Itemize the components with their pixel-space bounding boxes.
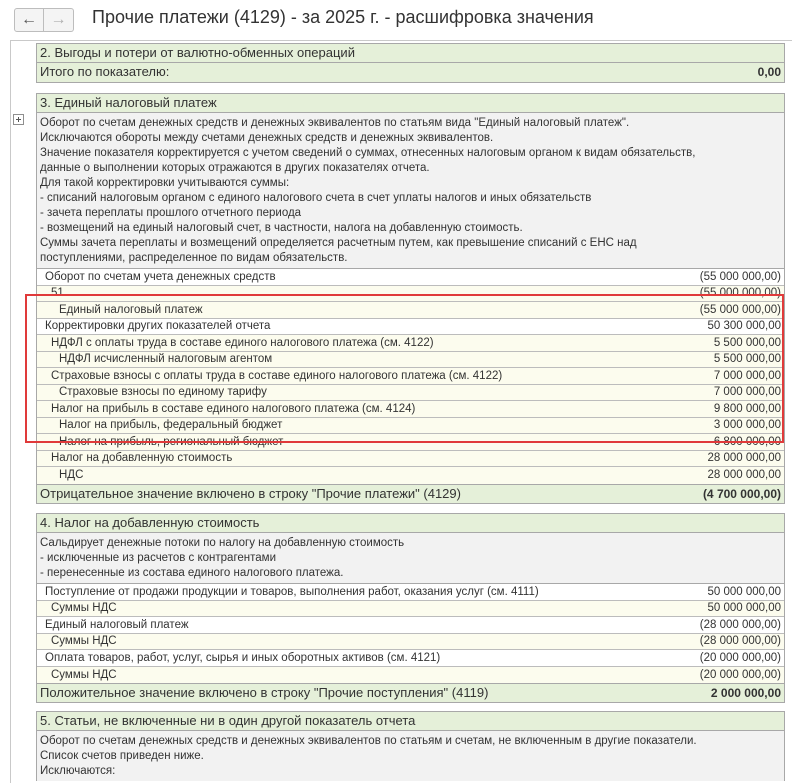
row-label: Оплата товаров, работ, услуг, сырья и иных оборотных активов (см. 4121) (45, 651, 441, 664)
row-value: 50 300 000,00 (707, 320, 781, 333)
description-line: Для такой корректировки учитываются суммы: (40, 177, 290, 189)
total-value: 2 000 000,00 (710, 686, 781, 700)
row-value: (55 000 000,00) (699, 270, 781, 283)
table-row[interactable] (37, 617, 784, 634)
detail-rows (37, 269, 784, 484)
table-row[interactable] (37, 601, 784, 618)
total-label: Отрицательное значение включено в строку "Прочие платежи" (4129) (40, 485, 461, 501)
description-line: - перенесенные из состава единого налогового платежа. (40, 567, 344, 579)
row-value: (55 000 000,00) (699, 287, 781, 300)
row-value: 7 000 000,00 (713, 386, 781, 399)
title-bar (0, 0, 792, 40)
description-line: Суммы зачета переплаты и возмещений определяется расчетным путем, как превышение списаний с ЕНС над (40, 237, 637, 249)
row-label: Суммы НДС (51, 602, 117, 615)
arrow-right-icon: → (50, 11, 67, 28)
page-title: Прочие платежи (4129) - за 2025 г. - расшифровка значения (92, 7, 594, 27)
row-label: Корректировки других показателей отчета (45, 320, 271, 333)
row-label: НДФЛ с оплаты труда в составе единого налогового платежа (см. 4122) (51, 336, 434, 349)
row-value: (55 000 000,00) (699, 303, 781, 316)
description-line: - исключенные из расчетов с контрагентами (40, 552, 276, 564)
section-2 (36, 43, 785, 83)
table-row[interactable] (37, 584, 784, 601)
row-label: Единый налоговый платеж (45, 618, 189, 631)
row-label: Налог на прибыль в составе единого налогового платежа (см. 4124) (51, 402, 416, 415)
detail-rows (37, 584, 784, 683)
description-line: поступлениями, распределенное по видам обязательств. (40, 252, 348, 264)
row-label: НДФЛ исчисленный налоговым агентом (59, 353, 273, 366)
description-line: Список счетов приведен ниже. (40, 750, 204, 762)
table-row[interactable] (37, 401, 784, 418)
section-3 (36, 93, 785, 504)
total-label: Итого по показателю: (40, 64, 170, 79)
total-value: (4 700 000,00) (702, 486, 781, 501)
table-row[interactable] (37, 434, 784, 451)
section-5 (36, 711, 785, 781)
row-value: (20 000 000,00) (699, 668, 781, 681)
table-row[interactable] (37, 467, 784, 484)
section-total (37, 683, 784, 702)
section-description (37, 533, 784, 584)
table-row[interactable] (37, 368, 784, 385)
row-label: Суммы НДС (51, 668, 117, 681)
arrow-left-icon: ← (21, 11, 37, 28)
row-label: Страховые взносы по единому тарифу (59, 386, 267, 399)
description-line: Оборот по счетам денежных средств и денежных эквивалентов по статьям вида "Единый налоговый платеж". (40, 117, 630, 129)
table-row[interactable] (37, 302, 784, 319)
table-row[interactable] (37, 385, 784, 402)
row-value: 3 000 000,00 (713, 419, 781, 432)
row-label: Страховые взносы с оплаты труда в составе единого налогового платежа (см. 4122) (51, 369, 503, 382)
section-description (37, 731, 784, 781)
section-header: 5. Статьи, не включенные ни в один другой показатель отчета (37, 712, 784, 731)
description-line: Исключаются: (40, 765, 116, 777)
back-button[interactable] (14, 8, 44, 32)
description-line: Сальдирует денежные потоки по налогу на добавленную стоимость (40, 537, 405, 549)
total-label: Положительное значение включено в строку "Прочие поступления" (4119) (40, 685, 489, 700)
row-value: (28 000 000,00) (699, 635, 781, 648)
section-header: 3. Единый налоговый платеж (37, 94, 784, 113)
row-value: 5 500 000,00 (713, 336, 781, 349)
table-row[interactable] (37, 667, 784, 684)
section-total (37, 484, 784, 503)
row-label: Оборот по счетам учета денежных средств (45, 270, 276, 283)
table-row[interactable] (37, 451, 784, 468)
section-4 (36, 513, 785, 703)
total-value: 0,00 (757, 65, 781, 79)
row-value: 5 500 000,00 (713, 353, 781, 366)
table-row[interactable] (37, 269, 784, 286)
row-value: 50 000 000,00 (707, 585, 781, 598)
table-row[interactable] (37, 418, 784, 435)
row-label: Суммы НДС (51, 635, 117, 648)
row-label: 51 (51, 287, 64, 300)
table-row[interactable] (37, 634, 784, 651)
section-header: 2. Выгоды и потери от валютно-обменных операций (37, 44, 784, 63)
row-value: (28 000 000,00) (699, 618, 781, 631)
row-value: 7 000 000,00 (713, 369, 781, 382)
table-row[interactable] (37, 286, 784, 303)
row-value: 28 000 000,00 (707, 452, 781, 465)
section-description (37, 113, 784, 269)
row-label: Налог на прибыль, федеральный бюджет (59, 419, 283, 432)
table-row[interactable] (37, 319, 784, 336)
description-line: Исключаются обороты между счетами денежных средств и денежных эквивалентов. (40, 132, 494, 144)
table-row[interactable] (37, 650, 784, 667)
table-row[interactable] (37, 335, 784, 352)
report-area[interactable] (10, 40, 792, 783)
section-total (37, 63, 784, 82)
description-line: Оборот по счетам денежных средств и денежных эквивалентов по статьям и счетам, не включенным в другие показатели. (40, 735, 697, 747)
table-row[interactable] (37, 352, 784, 369)
section-header: 4. Налог на добавленную стоимость (37, 514, 784, 533)
description-line: - возмещений на единый налоговый счет, в частности, налога на добавленную стоимость. (40, 222, 523, 234)
row-label: НДС (59, 469, 84, 482)
row-label: Налог на прибыль, региональный бюджет (59, 435, 284, 448)
description-line: Значение показателя корректируется с учетом сведений о суммах, отнесенных налоговым органом к видам обязательств, (40, 147, 696, 159)
row-value: 50 000 000,00 (707, 602, 781, 615)
row-label: Поступление от продажи продукции и товаров, выполнения работ, оказания услуг (см. 4111) (45, 585, 539, 598)
row-value: 9 800 000,00 (713, 402, 781, 415)
forward-button[interactable] (44, 8, 74, 32)
description-line: - зачета переплаты прошлого отчетного периода (40, 207, 302, 219)
expand-group-icon[interactable] (13, 114, 24, 125)
row-label: Единый налоговый платеж (59, 303, 203, 316)
row-label: Налог на добавленную стоимость (51, 452, 233, 465)
row-value: (20 000 000,00) (699, 651, 781, 664)
row-value: 6 800 000,00 (713, 435, 781, 448)
description-line: - списаний налоговым органом с единого налогового счета в счет уплаты налогов и иных обязательств (40, 192, 592, 204)
description-line: данные о выполнении которых отражаются в других показателях отчета. (40, 162, 430, 174)
row-value: 28 000 000,00 (707, 469, 781, 482)
